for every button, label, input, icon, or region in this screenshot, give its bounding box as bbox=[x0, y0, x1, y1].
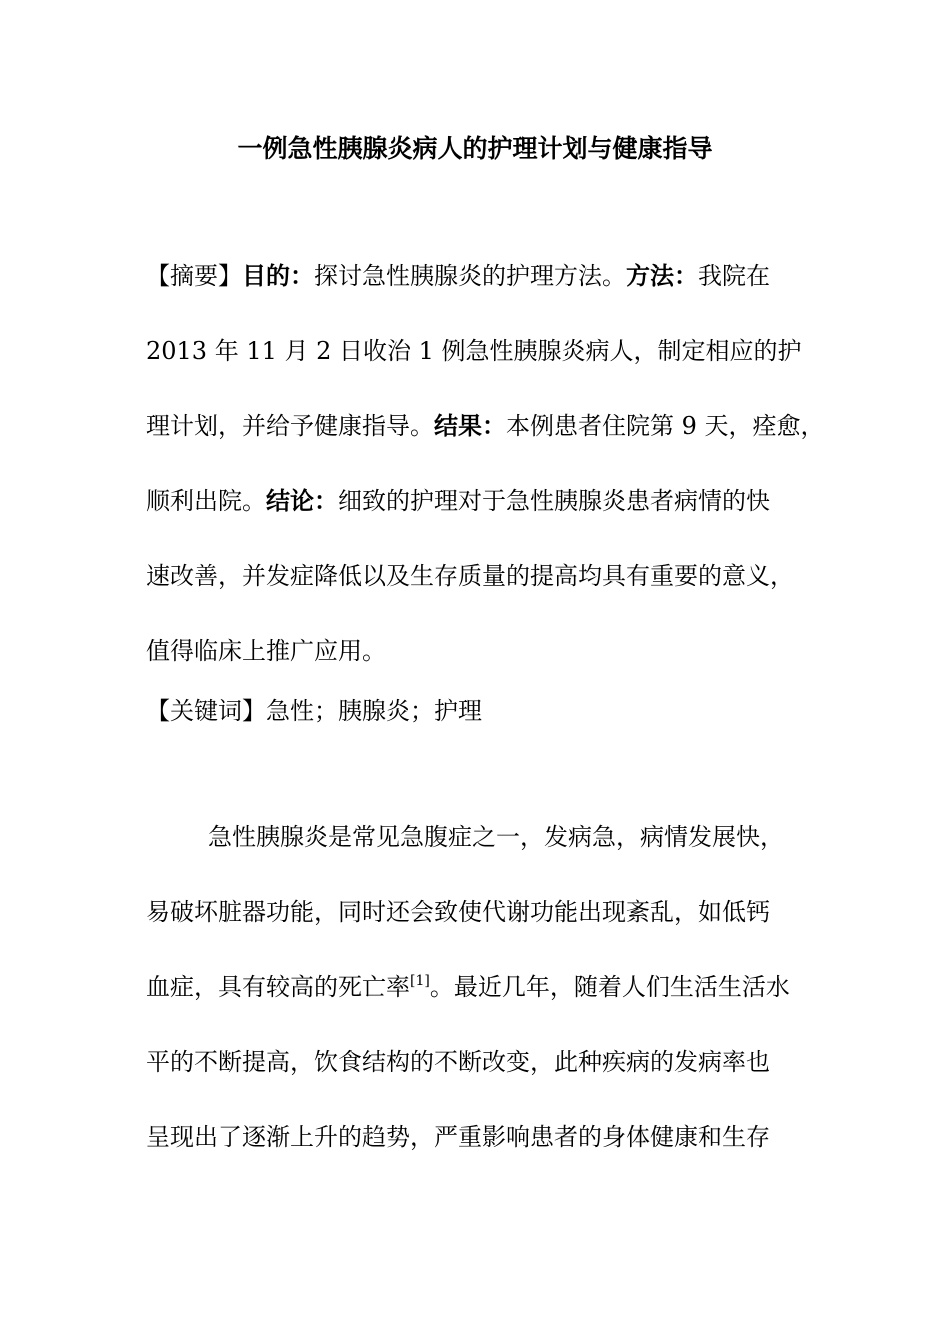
document-title: 一例急性胰腺炎病人的护理计划与健康指导 bbox=[237, 134, 713, 163]
method-text-end: 理计划，并给予健康指导。 bbox=[146, 412, 434, 440]
abstract-line-6: 值得临床上推广应用。 bbox=[146, 637, 386, 665]
objective-text: 探讨急性胰腺炎的护理方法。 bbox=[314, 262, 626, 290]
abstract-line-4 bbox=[146, 484, 770, 518]
body-line-3-start: 血症，具有较高的死亡率 bbox=[146, 973, 410, 1001]
abstract-line-3 bbox=[146, 409, 825, 443]
body-line-5: 呈现出了逐渐上升的趋势，严重影响患者的身体健康和生存 bbox=[146, 1123, 770, 1151]
result-text: 本例患者住院第 9 天，痊愈， bbox=[506, 412, 825, 440]
abstract-line-1 bbox=[146, 259, 770, 293]
objective-label: 目的： bbox=[242, 261, 314, 290]
keywords-line: 【关键词】急性；胰腺炎；护理 bbox=[146, 697, 482, 725]
result-label: 结果： bbox=[434, 411, 506, 440]
abstract-line-5: 速改善，并发症降低以及生存质量的提高均具有重要的意义， bbox=[146, 562, 794, 590]
result-text-end: 顺利出院。 bbox=[146, 487, 266, 515]
method-text-start: 我院在 bbox=[698, 262, 770, 290]
method-label: 方法： bbox=[626, 261, 698, 290]
abstract-line-2: 2013 年 11 月 2 日收治 1 例急性胰腺炎病人，制定相应的护 bbox=[146, 337, 802, 365]
body-line-3 bbox=[146, 970, 790, 1004]
conclusion-text: 细致的护理对于急性胰腺炎患者病情的快 bbox=[338, 487, 770, 515]
citation-ref[interactable]: [1] bbox=[410, 973, 430, 989]
conclusion-label: 结论： bbox=[266, 486, 338, 515]
abstract-tag: 【摘要】 bbox=[146, 262, 242, 290]
body-line-4: 平的不断提高，饮食结构的不断改变，此种疾病的发病率也 bbox=[146, 1048, 770, 1076]
body-line-1: 急性胰腺炎是常见急腹症之一，发病急，病情发展快， bbox=[208, 823, 784, 851]
body-line-3-end: 。最近几年，随着人们生活生活水 bbox=[429, 973, 790, 1001]
body-line-2: 易破坏脏器功能，同时还会致使代谢功能出现紊乱，如低钙 bbox=[146, 898, 770, 926]
